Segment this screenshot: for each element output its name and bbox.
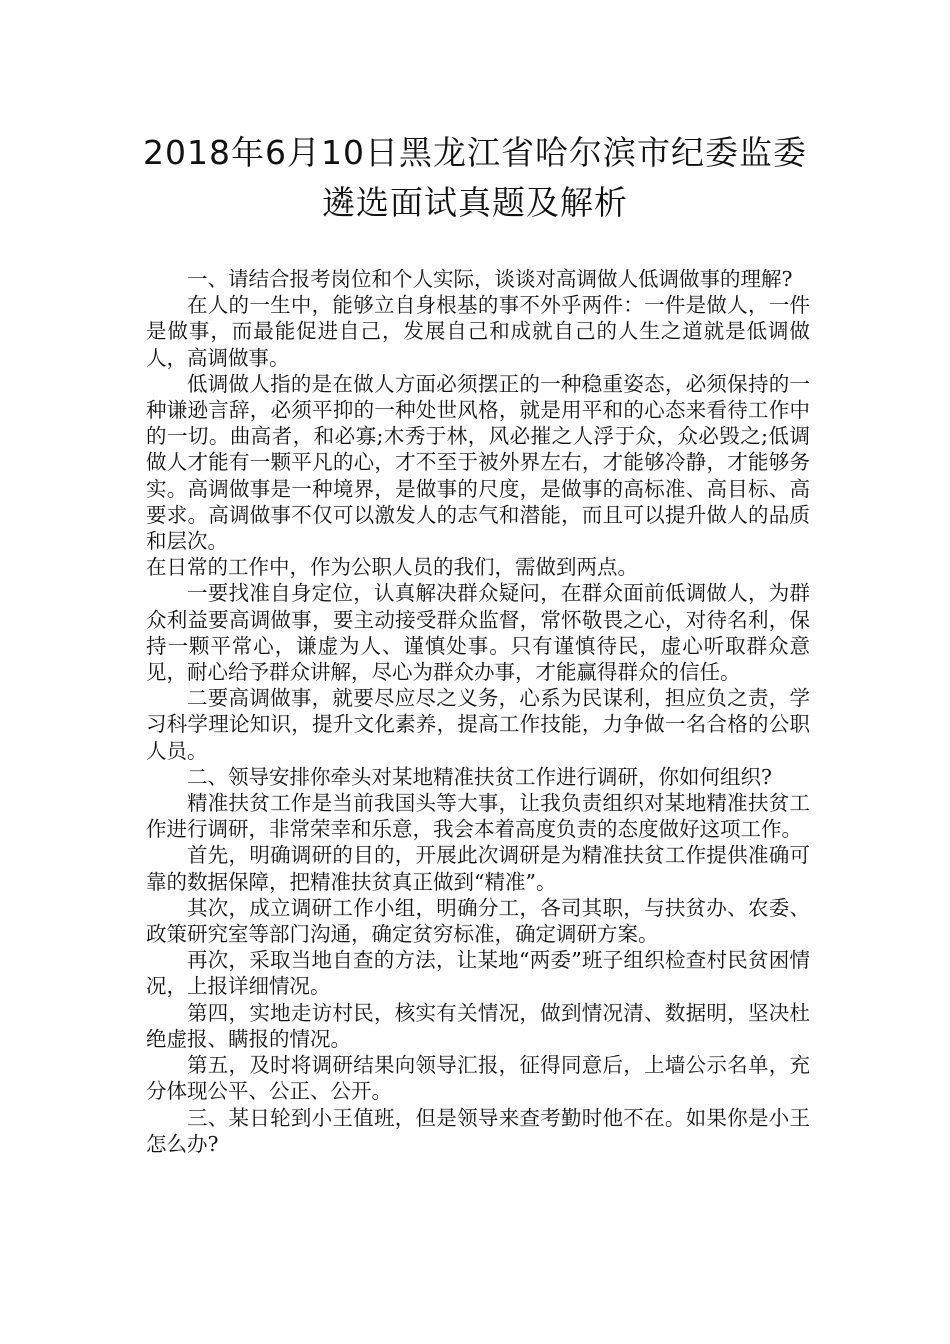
paragraph: 一、请结合报考岗位和个人实际，谈谈对高调做人低调做事的理解?: [187, 267, 793, 291]
paragraph: 在人的一生中，能够立自身根基的事不外乎两件：一件是做人，一件是做事，而最能促进自己，发展自己和成就自己的人生之道就是低调做人，高调做事。: [146, 293, 810, 370]
paragraph: 第五，及时将调研结果向领导汇报，征得同意后，上墙公示名单，充分体现公平、公正、公开。: [146, 1053, 810, 1104]
paragraph: 在日常的工作中，作为公职人员的我们，需做到两点。: [146, 555, 638, 580]
document-title: 2018年6月10日黑龙江省哈尔滨市纪委监委遴选面试真题及解析: [143, 133, 807, 222]
document-body: [146, 266, 810, 1157]
paragraph: 精准扶贫工作是当前我国头等大事，让我负责组织对某地精准扶贫工作进行调研，非常荣幸和乐意，我会本着高度负责的态度做好这项工作。: [146, 791, 810, 842]
paragraph: 首先，明确调研的目的，开展此次调研是为精准扶贫工作提供准确可靠的数据保障，把精准扶贫真正做到“精准”。: [146, 843, 810, 894]
paragraph: 再次，采取当地自查的方法，让某地“两委”班子组织检查村民贫困情况，上报详细情况。: [146, 948, 810, 999]
paragraph: 其次，成立调研工作小组，明确分工，各司其职，与扶贫办、农委、政策研究室等部门沟通，确定贫穷标准，确定调研方案。: [146, 895, 810, 947]
paragraph: 三、某日轮到小王值班，但是领导来查考勤时他不在。如果你是小王怎么办?: [146, 1105, 810, 1156]
paragraph: 二要高调做事，就要尽应尽之义务，心系为民谋利，担应负之责，学习科学理论知识，提升文化素养，提高工作技能，力争做一名合格的公职人员。: [146, 686, 810, 763]
paragraph: 低调做人指的是在做人方面必须摆正的一种稳重姿态，必须保持的一种谦逊言辞，必须平抑的一种处世风格，就是用平和的心态来看待工作中的一切。曲高者，和必寡;木秀于林，风必摧之人浮于众，众必毁之;低调做人才能有一颗平凡的心，才不至于被外界左右，才能够冷静，才能够务实。高调做事是一种境界，是做事的尺度，是做事的高标准、高目标、高要求。高调做事不仅可以激发人的志气和潜能，而且可以提升做人的品质和层次。: [146, 371, 810, 554]
paragraph: 二、领导安排你牵头对某地精准扶贫工作进行调研，你如何组织?: [187, 764, 772, 789]
paragraph: 一要找准自身定位，认真解决群众疑问，在群众面前低调做人，为群众利益要高调做事，要主动接受群众监督，常怀敬畏之心，对待名利，保持一颗平常心，谦虚为人、谨慎处事。只有谨慎待民，虚心听取群众意见，耐心给予群众讲解，尽心为群众办事，才能赢得群众的信任。: [146, 581, 810, 685]
paragraph: 第四，实地走访村民，核实有关情况，做到情况清、数据明，坚决杜绝虚报、瞒报的情况。: [146, 1000, 810, 1051]
